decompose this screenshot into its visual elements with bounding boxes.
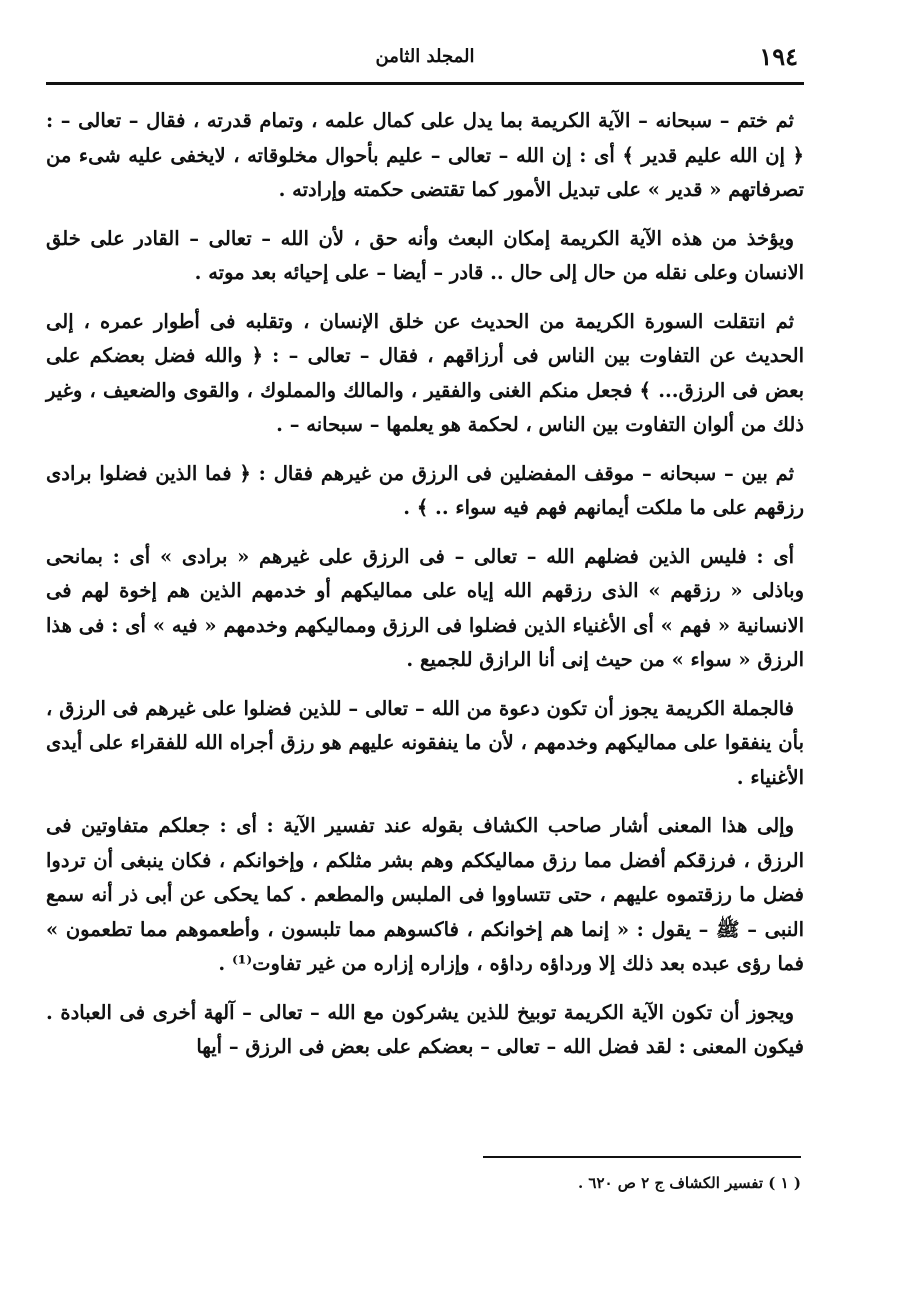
footnote-rule (483, 1156, 801, 1158)
paragraph: ثم ختم – سبحانه – الآية الكريمة بما يدل على كمال علمه ، وتمام قدرته ، فقال – تعالى – : ﴿ إن الله عليم قدير ﴾ أى : إن الله – تعالى – عليم بأحوال مخلوقاته ، لايخفى عليه شىء من تصرفاتهم « قدير » على تبديل الأمور كما تقتضى حكمته وإرادته . (46, 109, 804, 201)
paragraph: ثم انتقلت السورة الكريمة من الحديث عن خلق الإنسان ، وتقلبه فى أطوار عمره ، إلى الحديث عن التفاوت بين الناس فى أرزاقهم ، فقال – تعالى – : ﴿ والله فضل بعضكم على بعض فى الرزق... ﴾ فجعل منكم الغنى والفقير ، والمالك والمملوك ، والقوى والضعيف ، وغير ذلك من ألوان التفاوت بين الناس ، لحكمة هو يعلمها – سبحانه – . (46, 309, 804, 436)
paragraph: ثم بين – سبحانه – موقف المفضلين فى الرزق من غيرهم فقال : ﴿ فما الذين فضلوا برادى رزقهم على ما ملكت أيمانهم فهم فيه سواء .. ﴾ . (46, 461, 804, 519)
paragraph: ويؤخذ من هذه الآية الكريمة إمكان البعث وأنه حق ، لأن الله – تعالى – القادر على خلق الانسان وعلى نقله من حال إلى حال .. قادر – أيضا – على إحيائه بعد موته . (46, 226, 804, 284)
running-title: المجلد الثامن (375, 46, 475, 67)
header-rule (46, 82, 804, 85)
paragraph: أى : فليس الذين فضلهم الله – تعالى – فى الرزق على غيرهم « برادى » أى : بمانحى وباذلى « رزقهم » الذى رزقهم الله إياه على مماليكهم أو خدمهم الذين هم إخوة لهم فى الانسانية « فهم » أى الأغنياء الذين فضلوا فى الرزق ومماليكهم وخدمهم « فيه » أى : فى هذا الرزق « سواء » من حيث إنى أنا الرازق للجميع . (46, 544, 804, 671)
paragraph: ويجوز أن تكون الآية الكريمة توبيخ للذين يشركون مع الله – تعالى – آلهة أخرى فى العبادة . فيكون المعنى : لقد فضل الله – تعالى – بعضكم على بعض فى الرزق – أيها (46, 1000, 804, 1058)
page-header (46, 40, 804, 86)
paragraph: فالجملة الكريمة يجوز أن تكون دعوة من الله – تعالى – للذين فضلوا على غيرهم فى الرزق ، بأن ينفقوا على مماليكهم وخدمهم ، لأن ما ينفقونه عليهم هو رزق أجراه الله للفقراء على أيدى الأغنياء . (46, 696, 804, 789)
paragraph: وإلى هذا المعنى أشار صاحب الكشاف بقوله عند تفسير الآية : أى : جعلكم متفاوتين فى الرزق ، فرزقكم أفضل مما رزق مماليككم وهم بشر مثلكم ، وإخوانكم ، فكان ينبغى أن تردوا فضل ما رزقتموه عليهم ، حتى تتساووا فى الملبس والمطعم . كما يحكى عن أبى ذر أنه سمع النبى – ﷺ – يقول : « إنما هم إخوانكم ، فاكسوهم مما تلبسون ، وأطعموهم مما تطعمون » فما رؤى عبده بعد ذلك إلا ورداؤه رداؤه ، وإزاره إزاره من غير تفاوت⁽¹⁾ . (46, 814, 804, 975)
footnote: ( ١ ) تفسير الكشاف ج ٢ ص ٦٢٠ . (577, 1174, 801, 1192)
body-text (46, 104, 804, 1079)
page-number: ١٩٤ (759, 42, 798, 71)
